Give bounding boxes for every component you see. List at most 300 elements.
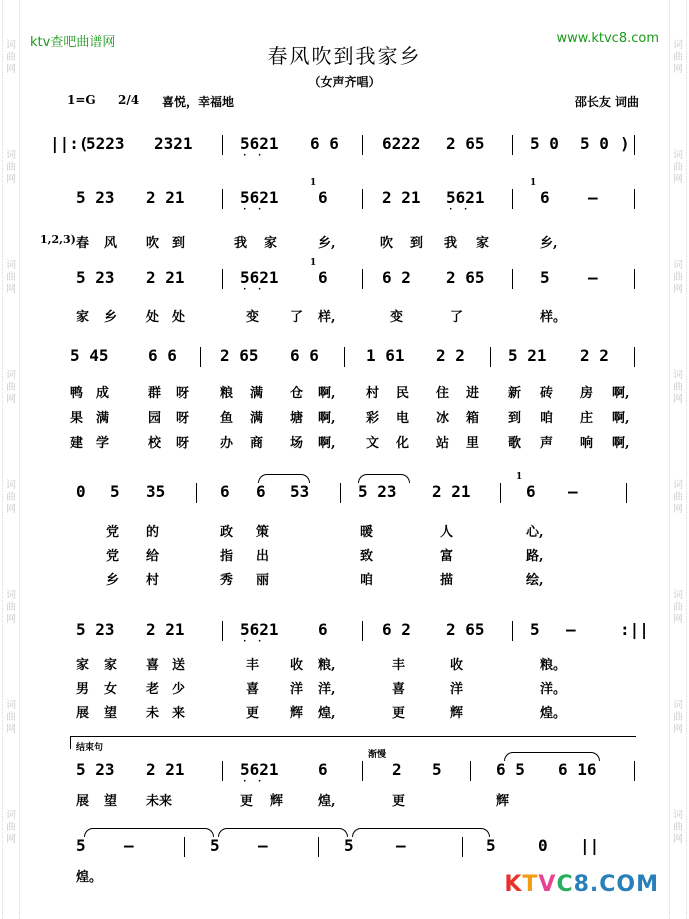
repeat-end: :|| — [620, 620, 649, 639]
bar-line — [512, 621, 513, 641]
bar-line — [634, 189, 635, 209]
dash: — — [588, 268, 598, 287]
lyric-word: 粮 — [220, 386, 234, 401]
lyric-word: 民 — [396, 386, 410, 401]
lyric-word: 啊, — [612, 386, 630, 401]
dash: — — [568, 482, 578, 501]
lyric-word: 住 — [436, 386, 450, 401]
side-watermark-char: 词 — [6, 700, 16, 711]
bar-line — [490, 347, 491, 367]
bar-line — [200, 347, 201, 367]
lyric-word: 吹 — [380, 236, 394, 251]
side-watermark-char: 词 — [6, 260, 16, 271]
note-group: 5621 · · — [240, 134, 279, 153]
note: 0 — [76, 482, 86, 501]
lyrics-row-4c — [0, 432, 689, 450]
lyric-word: 庄 — [580, 411, 594, 426]
lyric-word: 仓 — [290, 386, 304, 401]
side-watermark-char: 词 — [6, 810, 16, 821]
dash: — — [566, 620, 576, 639]
note: 5 — [540, 268, 550, 287]
lyric-word: 策 — [256, 525, 270, 540]
bar-line — [222, 189, 223, 209]
bar-line — [512, 269, 513, 289]
lyrics-row-6a — [0, 654, 689, 672]
note-group: 5621 · · — [240, 620, 279, 639]
lyric-word: 办 — [220, 436, 234, 451]
lyric-word: 啊, — [318, 386, 336, 401]
lyric-word: 样。 — [540, 310, 567, 325]
ktvc8-logo: KTVC8.COM — [504, 872, 659, 897]
side-watermark-char: 词 — [673, 40, 683, 51]
lyric-word: 秀 — [220, 573, 234, 588]
lyric-word: 乡 — [104, 310, 118, 325]
lyric-word: 化 — [396, 436, 410, 451]
note-group: 2 21 — [146, 188, 185, 207]
bar-line — [362, 189, 363, 209]
bar-line — [184, 837, 185, 857]
lyric-word: 未来 — [146, 794, 173, 809]
song-subtitle: （女声齐唱） — [308, 75, 381, 89]
lyric-word: 商 — [250, 436, 264, 451]
note: 6 — [318, 760, 328, 779]
lyric-word: 男 — [76, 682, 90, 697]
side-watermark-char: 词 — [6, 150, 16, 161]
lyric-word: 了 — [290, 310, 304, 325]
note-group: 5621 · · — [446, 188, 485, 207]
verse-numbers: 1,2,3) — [40, 233, 76, 246]
tie-arc — [218, 828, 348, 837]
score-row-8 — [0, 836, 689, 870]
side-watermark-char: 网 — [673, 724, 683, 735]
lyric-word: 望 — [104, 794, 118, 809]
note-group: 5621 · · — [240, 188, 279, 207]
lyric-word: 家 — [264, 236, 278, 251]
lyric-word: 呀 — [176, 386, 190, 401]
note-group: 2 2 — [436, 346, 465, 365]
dash: — — [124, 836, 134, 855]
lyric-word: 新 — [508, 386, 522, 401]
note: 6 — [220, 482, 230, 501]
tempo-marking: 喜悦，幸福地 — [162, 95, 235, 109]
side-watermark-char: 曲 — [6, 602, 16, 613]
side-watermark-char: 曲 — [673, 272, 683, 283]
note-group: 5 23 — [76, 620, 115, 639]
lyric-word: 收 — [450, 658, 464, 673]
lyric-word: 园 — [148, 411, 162, 426]
note: 5 — [76, 836, 86, 855]
side-watermark-char: 网 — [673, 504, 683, 515]
note-group: 5 0 — [580, 134, 609, 153]
note-group: 2 2 — [580, 346, 609, 365]
lyric-word: 我 — [234, 236, 248, 251]
note-group: 2 65 — [446, 268, 485, 287]
lyric-word: 建 — [70, 436, 84, 451]
note-group: 6 6 — [148, 346, 177, 365]
key-signature: 1=G — [67, 93, 96, 107]
tie-arc — [352, 828, 490, 837]
ritardando-label: 渐慢 — [368, 750, 387, 760]
lyrics-row-4a — [0, 382, 689, 400]
note-group: 5 23 — [76, 268, 115, 287]
note-group: 1 61 — [366, 346, 405, 365]
lyric-word: 富 — [440, 549, 454, 564]
note: 6 — [318, 620, 328, 639]
note-group: 5 0 — [530, 134, 559, 153]
lyric-word: 更 — [240, 794, 254, 809]
side-watermark-char: 曲 — [6, 712, 16, 723]
side-watermark-char: 曲 — [6, 272, 16, 283]
lyric-word: 少 — [172, 682, 186, 697]
final-bar: || — [580, 836, 600, 855]
side-watermark-char: 网 — [6, 614, 16, 625]
lyric-word: 砖 — [540, 386, 554, 401]
side-watermark-char: 词 — [6, 480, 16, 491]
site-url-right: www.ktvc8.com — [556, 31, 659, 46]
bar-line — [634, 761, 635, 781]
lyric-word: 粮。 — [540, 658, 567, 673]
lyric-word: 到 — [172, 236, 186, 251]
lyric-word: 呀 — [176, 436, 190, 451]
bar-line — [500, 483, 501, 503]
side-watermark-char: 网 — [673, 64, 683, 75]
rest: 0 — [538, 836, 548, 855]
dash: — — [588, 188, 598, 207]
side-watermark-char: 网 — [673, 284, 683, 295]
note: 6 — [540, 188, 550, 207]
note-group: 2 21 — [146, 268, 185, 287]
lyric-word: 变 — [390, 310, 404, 325]
side-watermark-char: 网 — [673, 174, 683, 185]
lyric-word: 辉 — [496, 794, 510, 809]
lyric-word: 乡 — [106, 573, 120, 588]
note-group: 2 21 — [146, 620, 185, 639]
lyrics-row-6b — [0, 678, 689, 696]
bar-line — [512, 135, 513, 155]
lyric-word: 歌 — [508, 436, 522, 451]
note: 5 — [432, 760, 442, 779]
tie-arc — [84, 828, 214, 837]
lyric-word: 丰 — [392, 658, 406, 673]
side-watermark-char: 曲 — [673, 382, 683, 393]
lyric-word: 啊, — [612, 436, 630, 451]
note: 5 — [530, 620, 540, 639]
score-row-5 — [0, 472, 689, 516]
score-row-6 — [0, 620, 689, 654]
side-watermark-char: 曲 — [673, 602, 683, 613]
note-group: 5 23 — [76, 760, 115, 779]
note: 6 — [318, 268, 328, 287]
side-watermark-char: 曲 — [6, 492, 16, 503]
lyric-word: 来 — [172, 706, 186, 721]
bar-line — [222, 761, 223, 781]
lyric-word: 党 — [106, 549, 120, 564]
note-group: 2 21 — [432, 482, 471, 501]
lyric-word: 满 — [96, 411, 110, 426]
coda-bracket — [70, 736, 636, 737]
lyric-word: 望 — [104, 706, 118, 721]
bar-line — [362, 269, 363, 289]
note-group: 6 16 — [558, 760, 597, 779]
bar-line — [462, 837, 463, 857]
side-watermark-char: 词 — [673, 370, 683, 381]
lyrics-row-2 — [0, 232, 689, 250]
lyric-word: 我 — [444, 236, 458, 251]
side-watermark-char: 词 — [673, 590, 683, 601]
lyric-word: 的 — [146, 525, 160, 540]
paren-close: ) — [620, 134, 630, 153]
side-watermark-char: 曲 — [673, 712, 683, 723]
lyric-word: 洋 — [290, 682, 304, 697]
bar-line — [634, 135, 635, 155]
lyric-word: 家 — [476, 236, 490, 251]
side-watermark-char: 曲 — [673, 162, 683, 173]
note: 2 — [392, 760, 402, 779]
bar-line — [222, 135, 223, 155]
lyric-word: 喜 — [146, 658, 160, 673]
side-watermark-char: 曲 — [6, 52, 16, 63]
lyric-word: 果 — [70, 411, 84, 426]
lyric-word: 丽 — [256, 573, 270, 588]
lyric-word: 更 — [392, 794, 406, 809]
lyrics-row-4b — [0, 407, 689, 425]
note-group: 5 45 — [70, 346, 109, 365]
lyric-word: 煌。 — [540, 706, 567, 721]
lyric-word: 洋, — [318, 682, 336, 697]
note: 5 — [486, 836, 496, 855]
grace-note: 1 — [530, 178, 537, 188]
lyric-word: 心, — [526, 525, 544, 540]
note-group: 53 — [290, 482, 310, 501]
lyric-word: 展 — [76, 706, 90, 721]
bar-line — [222, 621, 223, 641]
lyric-word: 塘 — [290, 411, 304, 426]
lyric-word: 电 — [396, 411, 410, 426]
bar-line — [634, 269, 635, 289]
author-credit: 邵长友 词曲 — [574, 95, 639, 109]
note: 6 — [526, 482, 536, 501]
note: 5 — [110, 482, 120, 501]
lyric-word: 啊, — [318, 411, 336, 426]
lyric-word: 致 — [360, 549, 374, 564]
side-watermark-char: 曲 — [673, 822, 683, 833]
lyric-word: 收 — [290, 658, 304, 673]
side-watermark-char: 词 — [673, 150, 683, 161]
note-group: 5223 — [86, 134, 125, 153]
lyric-word: 展 — [76, 794, 90, 809]
side-watermark-char: 词 — [6, 590, 16, 601]
lyric-word: 洋。 — [540, 682, 567, 697]
note-group: 35 — [146, 482, 166, 501]
note-group: 6 6 — [290, 346, 319, 365]
score-row-4 — [0, 346, 689, 380]
bar-line — [634, 347, 635, 367]
lyric-word: 煌, — [318, 794, 336, 809]
lyric-word: 吹 — [146, 236, 160, 251]
lyric-word: 鱼 — [220, 411, 234, 426]
grace-note: 1 — [310, 178, 317, 188]
bar-line — [362, 135, 363, 155]
lyric-word: 喜 — [246, 682, 260, 697]
bar-line — [362, 761, 363, 781]
side-watermark-char: 曲 — [6, 382, 16, 393]
bar-line — [318, 837, 319, 857]
time-signature: 2/4 — [118, 93, 140, 107]
grace-note: 1 — [516, 472, 523, 482]
bar-line — [222, 269, 223, 289]
side-watermark-char: 曲 — [6, 162, 16, 173]
lyric-word: 呀 — [176, 411, 190, 426]
coda-label: 结束句 — [76, 743, 104, 753]
note-group: 6 2 — [382, 268, 411, 287]
lyric-word: 洋 — [450, 682, 464, 697]
lyric-word: 彩 — [366, 411, 380, 426]
lyric-word: 房 — [580, 386, 594, 401]
side-watermark-char: 网 — [6, 174, 16, 185]
lyrics-row-5b — [0, 545, 689, 563]
lyric-word: 了 — [450, 310, 464, 325]
lyric-word: 文 — [366, 436, 380, 451]
lyric-word: 啊, — [318, 436, 336, 451]
lyric-word: 处 — [172, 310, 186, 325]
note: 6 — [256, 482, 266, 501]
lyric-word: 冰 — [436, 411, 450, 426]
lyric-word: 党 — [106, 525, 120, 540]
lyric-word: 政 — [220, 525, 234, 540]
lyric-word: 箱 — [466, 411, 480, 426]
lyric-word: 给 — [146, 549, 160, 564]
score-row-1 — [0, 134, 689, 168]
lyric-word: 未 — [146, 706, 160, 721]
lyric-word: 到 — [410, 236, 424, 251]
side-watermark-char: 曲 — [673, 492, 683, 503]
lyric-word: 场 — [290, 436, 304, 451]
lyric-word: 辉 — [450, 706, 464, 721]
lyrics-row-7 — [0, 790, 689, 808]
bar-line — [362, 621, 363, 641]
note-group: 5621 · · — [240, 760, 279, 779]
lyric-word: 乡, — [318, 236, 336, 251]
lyric-word: 村 — [366, 386, 380, 401]
note-group: 2 21 — [382, 188, 421, 207]
side-watermark-char: 网 — [6, 724, 16, 735]
note-group: 6 6 — [310, 134, 339, 153]
lyrics-row-5c — [0, 569, 689, 587]
side-watermark-char: 网 — [6, 284, 16, 295]
side-watermark-char: 网 — [673, 614, 683, 625]
lyrics-row-3 — [0, 306, 689, 324]
lyric-word: 变 — [246, 310, 260, 325]
dash: — — [258, 836, 268, 855]
lyric-word: 家 — [104, 658, 118, 673]
lyric-word: 满 — [250, 386, 264, 401]
side-watermark-char: 词 — [673, 810, 683, 821]
lyric-word: 更 — [246, 706, 260, 721]
lyric-word: 啊, — [612, 411, 630, 426]
bar-line — [512, 189, 513, 209]
score-row-2 — [0, 178, 689, 222]
side-watermark-char: 词 — [673, 260, 683, 271]
lyric-word: 暖 — [360, 525, 374, 540]
side-watermark-char: 词 — [673, 700, 683, 711]
lyric-word: 风 — [104, 236, 118, 251]
lyric-word: 绘, — [526, 573, 544, 588]
note-group: 6 5 — [496, 760, 525, 779]
side-watermark-char: 网 — [673, 394, 683, 405]
lyrics-row-6c — [0, 702, 689, 720]
lyric-word: 老 — [146, 682, 160, 697]
note: 5 — [344, 836, 354, 855]
side-watermark-char: 网 — [6, 834, 16, 845]
lyric-word: 里 — [466, 436, 480, 451]
song-title: 春风吹到我家乡 — [267, 44, 422, 68]
note-group: 6 2 — [382, 620, 411, 639]
note-group: 5 23 — [358, 482, 397, 501]
note-group: 2321 — [154, 134, 193, 153]
lyric-word: 成 — [96, 386, 110, 401]
side-watermark-char: 曲 — [673, 52, 683, 63]
lyric-word: 辉 — [290, 706, 304, 721]
lyrics-row-5a — [0, 521, 689, 539]
site-name-left: ktv查吧曲谱网 — [30, 35, 116, 50]
lyric-word: 样, — [318, 310, 336, 325]
lyric-word: 指 — [220, 549, 234, 564]
lyric-word: 校 — [148, 436, 162, 451]
bar-line — [626, 483, 627, 503]
note-group: 6222 — [382, 134, 421, 153]
lyric-word: 煌。 — [76, 870, 103, 885]
note-group: 2 65 — [220, 346, 259, 365]
lyric-word: 丰 — [246, 658, 260, 673]
dash: — — [396, 836, 406, 855]
lyric-word: 路, — [526, 549, 544, 564]
side-watermark-char: 词 — [6, 370, 16, 381]
note: 6 — [318, 188, 328, 207]
lyric-word: 声 — [540, 436, 554, 451]
lyric-word: 辉 — [270, 794, 284, 809]
bar-line — [470, 761, 471, 781]
lyric-word: 站 — [436, 436, 450, 451]
note-group: 5621 · · — [240, 268, 279, 287]
lyric-word: 煌, — [318, 706, 336, 721]
repeat-start: ||:( — [50, 134, 89, 153]
lyric-word: 喜 — [392, 682, 406, 697]
bar-line — [340, 483, 341, 503]
side-watermark-char: 词 — [6, 40, 16, 51]
note-group: 2 65 — [446, 620, 485, 639]
side-watermark-char: 网 — [6, 394, 16, 405]
lyric-word: 进 — [466, 386, 480, 401]
lyric-word: 响 — [580, 436, 594, 451]
note-group: 2 65 — [446, 134, 485, 153]
lyric-word: 到 — [508, 411, 522, 426]
lyric-word: 鸭 — [70, 386, 84, 401]
note: 5 — [210, 836, 220, 855]
lyric-word: 咱 — [360, 573, 374, 588]
side-watermark-char: 网 — [6, 504, 16, 515]
lyric-word: 村 — [146, 573, 160, 588]
side-watermark-char: 网 — [673, 834, 683, 845]
bar-line — [196, 483, 197, 503]
side-watermark-char: 网 — [6, 64, 16, 75]
lyric-word: 满 — [250, 411, 264, 426]
grace-note: 1 — [310, 258, 317, 268]
lyric-word: 群 — [148, 386, 162, 401]
lyric-word: 出 — [256, 549, 270, 564]
lyric-word: 处 — [146, 310, 160, 325]
lyric-word: 女 — [104, 682, 118, 697]
note-group: 5 23 — [76, 188, 115, 207]
